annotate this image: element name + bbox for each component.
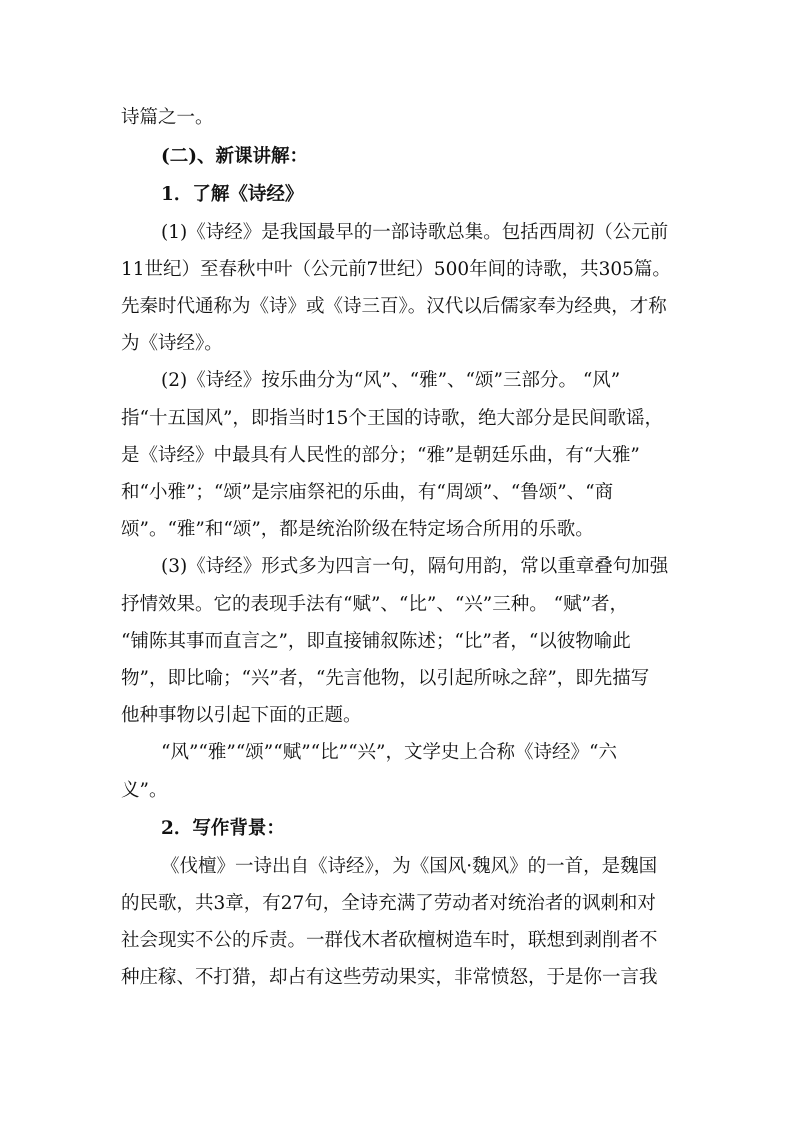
paragraph-line: 义”。 <box>121 780 168 801</box>
paragraph-line: 颂”。“雅”和“颂”，都是统治阶级在特定场合所用的乐歌。 <box>121 519 594 540</box>
paragraph-line: 是《诗经》中最具有人民性的部分；“雅”是朝廷乐曲，有“大雅” <box>121 445 640 466</box>
paragraph-line: 社会现实不公的斥责。一群伐木者砍檀树造车时，联想到剥削者不 <box>121 930 658 951</box>
section-heading-new-lesson: (二)、新课讲解： <box>161 146 309 167</box>
paragraph-line: 抒情效果。它的表现手法有“赋”、“比”、“兴”三种。 “赋”者， <box>121 594 629 615</box>
paragraph-line: (3)《诗经》形式多为四言一句，隔句用韵，常以重章叠句加强 <box>161 556 669 577</box>
paragraph-line: 物”，即比喻；“兴”者，“先言他物，以引起所咏之辞”，即先描写 <box>121 668 650 689</box>
paragraph-line: “铺陈其事而直言之”，即直接铺叙陈述；“比”者，“以彼物喻此 <box>121 631 631 652</box>
paragraph-line: 种庄稼、不打猎，却占有这些劳动果实，非常愤怒，于是你一言我 <box>121 967 658 988</box>
subheading-shijing: 1．了解《诗经》 <box>161 184 304 205</box>
paragraph-line: (1)《诗经》是我国最早的一部诗歌总集。包括西周初（公元前 <box>161 222 669 243</box>
paragraph-line: 和“小雅”；“颂”是宗庙祭祀的乐曲，有“周颂”、“鲁颂”、“商 <box>121 482 614 503</box>
paragraph-line: (2)《诗经》按乐曲分为“风”、“雅”、“颂”三部分。 “风” <box>161 370 621 391</box>
paragraph-line: 先秦时代通称为《诗》或《诗三百》。汉代以后儒家奉为经典，才称 <box>121 296 667 317</box>
paragraph-line: 的民歌，共3章，有27句，全诗充满了劳动者对统治者的讽刺和对 <box>121 893 656 914</box>
paragraph-line: “风”“雅”“颂”“赋”“比”“兴”，文学史上合称《诗经》“六 <box>161 742 617 763</box>
paragraph-continuation: 诗篇之一。 <box>121 107 214 128</box>
paragraph-line: 指“十五国风”，即指当时15个王国的诗歌，绝大部分是民间歌谣， <box>121 408 663 429</box>
paragraph-line: 为《诗经》。 <box>121 333 223 354</box>
paragraph-line: 《伐檀》一诗出自《诗经》，为《国风·魏风》的一首，是魏国 <box>161 856 658 877</box>
paragraph-line: 他种事物以引起下面的正题。 <box>121 705 362 726</box>
subheading-background: 2．写作背景： <box>161 818 285 839</box>
paragraph-line: 11世纪）至春秋中叶（公元前7世纪）500年间的诗歌，共305篇。 <box>121 259 671 280</box>
